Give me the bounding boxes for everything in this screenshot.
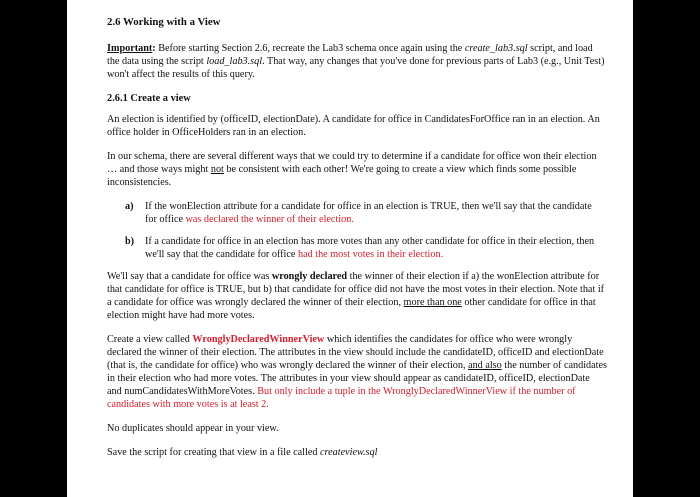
important-text-3: . That way, any changes that you've done for previous parts of Lab3 (e.g., Unit Test) won't affect the results of this query. bbox=[107, 56, 605, 80]
wrongly-declared-term: wrongly declared bbox=[271, 271, 348, 282]
list-item-label: b) bbox=[125, 236, 135, 247]
more-than-one: more than one bbox=[403, 297, 462, 308]
schema-text-2: be consistent with each other! We're going to create a view which finds some possible inconsistencies. bbox=[107, 164, 577, 188]
document-content bbox=[107, 16, 607, 470]
create-view-paragraph: Create a view called WronglyDeclaredWinnerView which identifies the candidates for office who were wrongly declared the winner of their election. The attributes in the view should include the candidateID, officeID and electionDate (that is, the candidate for office) who was wrongly declared the winner of their election, and also the number of candidates in their election who had more votes. The attributes in your view should appear as candidateID, officeID, electionDate and numCandidatesWithMoreVotes. But only include a tuple in the WronglyDeclaredWinnerView if the number of candidates with more votes is at least 2. bbox=[107, 334, 607, 410]
wrongly-declared-paragraph: We'll say that a candidate for office was wrongly declared the winner of their election if a) the wonElection attribute for that candidate for office is TRUE, but b) that candidate for office did not have the most votes in their election. Note that if a candidate for office was wrongly declared the winner of their election, more than one other candidate for office in that election might have had more votes. bbox=[107, 271, 605, 321]
save-script-paragraph: Save the script for creating that view in a file called createview.sql bbox=[107, 447, 378, 458]
section-title: 2.6 Working with a View bbox=[107, 16, 221, 28]
create-script-name: create_lab3.sql bbox=[464, 43, 528, 54]
important-label: Important bbox=[107, 43, 153, 54]
important-text-1: Before starting Section 2.6, recreate the Lab3 schema once again using the bbox=[155, 43, 465, 54]
list-item-b bbox=[107, 235, 607, 261]
subsection-title: 2.6.1 Create a view bbox=[107, 93, 191, 104]
and-also: and also bbox=[468, 360, 502, 371]
election-paragraph: An election is identified by (officeID, electionDate). A candidate for office in CandidatesForOffice ran in an election. An office holder in OfficeHolders ran in an election. bbox=[107, 114, 600, 138]
list-item-red-text: was declared the winner of their election. bbox=[185, 214, 354, 225]
list-item-a bbox=[107, 200, 607, 226]
list-item-text: If the wonElection attribute for a candidate for office in an election is TRUE, then we'll say that the candidate for office was declared the winner of their election. bbox=[145, 201, 592, 225]
list-item-text: If a candidate for office in an election has more votes than any other candidate for office in their election, then we'll say that the candidate for office had the most votes in their election. bbox=[145, 236, 595, 260]
schema-text-1: In our schema, there are several different ways that we could try to determine if a candidate for office won their election … and those ways might bbox=[107, 151, 597, 175]
view-name: WronglyDeclaredWinnerView bbox=[192, 334, 325, 345]
list-item-red-text: had the most votes in their election. bbox=[297, 249, 444, 260]
output-file-name: createview.sql bbox=[320, 447, 378, 458]
red-condition: But only include a tuple in the WronglyDeclaredWinnerView if the number of candidates with more votes is at least 2. bbox=[107, 386, 576, 410]
important-text-2: script, and load the data using the script bbox=[107, 43, 593, 67]
schema-paragraph bbox=[107, 150, 607, 189]
load-script-name: load_lab3.sql bbox=[206, 56, 263, 67]
list-item-label: a) bbox=[125, 201, 134, 212]
schema-not: not bbox=[210, 164, 224, 175]
important-paragraph bbox=[107, 42, 607, 81]
no-duplicates-paragraph: No duplicates should appear in your view. bbox=[107, 423, 279, 434]
important-colon: : bbox=[152, 43, 156, 54]
document-page bbox=[67, 0, 633, 497]
